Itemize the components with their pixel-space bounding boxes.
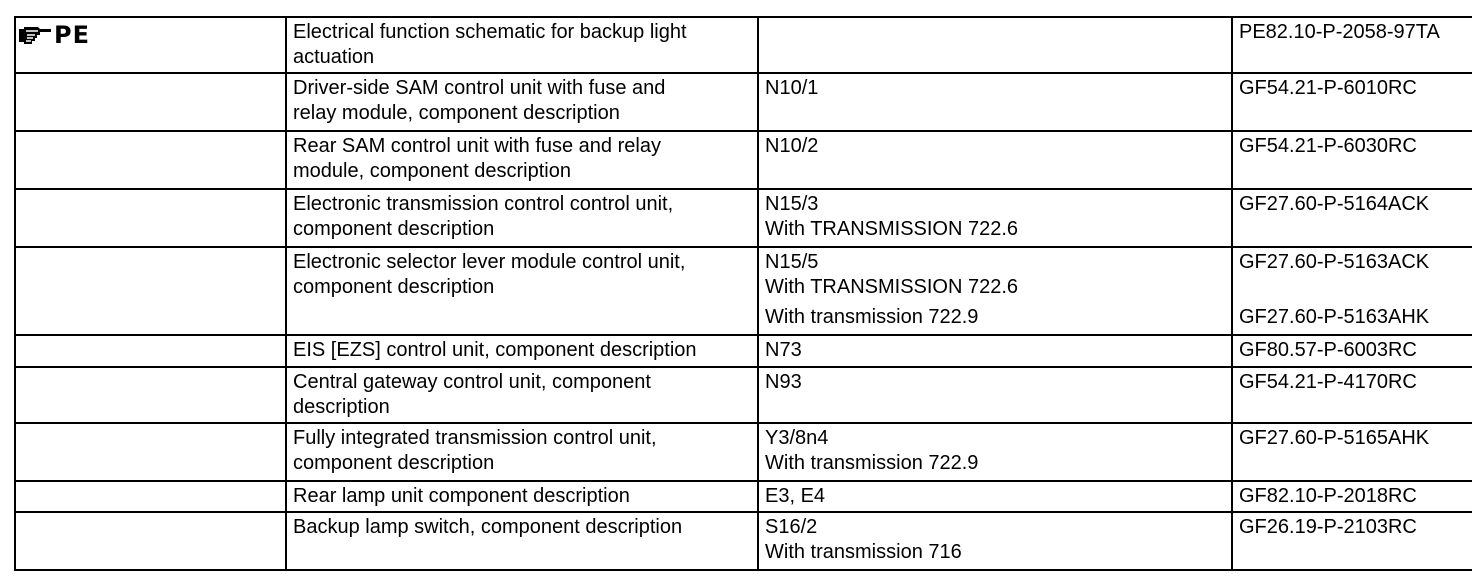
document-reference-link[interactable]: GF54.21-P-6010RC [1239,77,1417,99]
description-cell [286,423,758,481]
component-code-cell [758,131,1232,189]
marker-cell [15,512,286,570]
description-line: EIS [EZS] control unit, component description [293,339,697,361]
document-reference-cell [1232,131,1472,189]
document-reference-link [1239,275,1472,300]
description-cell [286,17,758,73]
pe-marker [18,20,90,50]
component-code-line: S16/2 [765,516,818,538]
document-reference-link[interactable]: PE82.10-P-2058-97TA [1239,21,1440,43]
component-code-line: N10/2 [765,135,819,157]
table-row [15,73,1472,131]
document-reference-cell [1232,423,1472,481]
component-code-cell [758,512,1232,570]
description-cell [286,367,758,423]
table-row [15,367,1472,423]
component-code-cell [758,247,1232,335]
description-line: Backup lamp switch, component description [293,516,683,538]
marker-cell [15,73,286,131]
description-line: Rear SAM control unit with fuse and relay [293,135,661,157]
document-reference-cell [1232,481,1472,512]
description-cell [286,73,758,131]
description-line: Electrical function schematic for backup light [293,21,687,43]
table-row [15,512,1472,570]
pointing-hand-icon [18,23,52,47]
table-row [15,335,1472,367]
document-reference-link[interactable]: GF54.21-P-4170RC [1239,371,1417,393]
component-code-cell [758,481,1232,512]
component-code-line: N73 [765,339,802,361]
document-reference-link[interactable]: GF54.21-P-6030RC [1239,135,1417,157]
description-cell [286,131,758,189]
pe-label: PE [54,20,90,49]
description-line: Electronic selector lever module control unit, [293,251,686,273]
document-reference-cell [1232,17,1472,73]
description-line: relay module, component description [293,102,620,124]
component-code-line: N15/3 [765,193,819,215]
document-reference-cell [1232,512,1472,570]
marker-cell [15,247,286,335]
marker-cell [15,481,286,512]
description-cell [286,512,758,570]
document-reference-cell [1232,247,1472,335]
component-code-cell [758,17,1232,73]
document-reference-cell [1232,335,1472,367]
table-row [15,423,1472,481]
description-line: Driver-side SAM control unit with fuse and [293,77,666,99]
description-cell [286,335,758,367]
component-code-line: N10/1 [765,77,819,99]
document-reference-link[interactable]: GF27.60-P-5164ACK [1239,193,1430,215]
marker-cell [15,17,286,73]
description-cell [286,481,758,512]
reference-table-body [15,17,1472,570]
document-reference-link[interactable]: GF82.10-P-2018RC [1239,485,1417,507]
component-code-cell [758,189,1232,247]
component-code-line: N93 [765,371,802,393]
marker-cell [15,189,286,247]
document-reference-link[interactable]: GF27.60-P-5163ACK [1239,251,1430,273]
component-code-line: E3, E4 [765,485,826,507]
document-reference-link[interactable]: GF27.60-P-5165AHK [1239,427,1430,449]
component-code-line: N15/5 [765,251,819,273]
document-reference-link[interactable]: GF26.19-P-2103RC [1239,516,1417,538]
reference-table [14,16,1472,571]
component-code-cell [758,367,1232,423]
component-code-line: With TRANSMISSION 722.6 [765,218,1019,240]
description-line: description [293,396,390,418]
table-row [15,131,1472,189]
marker-cell [15,131,286,189]
component-code-line: With transmission 722.9 [765,452,979,474]
component-code-line: With transmission 722.9 [765,306,979,328]
marker-cell [15,335,286,367]
component-code-cell [758,423,1232,481]
description-cell [286,247,758,335]
description-line: Electronic transmission control control unit, [293,193,674,215]
table-row [15,247,1472,335]
table-row [15,17,1472,73]
description-line: component description [293,218,495,240]
document-reference-cell [1232,73,1472,131]
description-line: actuation [293,46,375,68]
marker-cell [15,367,286,423]
component-code-cell [758,335,1232,367]
description-line: component description [293,276,495,298]
marker-cell [15,423,286,481]
description-line: Central gateway control unit, component [293,371,651,393]
description-line: component description [293,452,495,474]
document-reference-cell [1232,189,1472,247]
component-code-line: Y3/8n4 [765,427,829,449]
description-cell [286,189,758,247]
component-code-line: With TRANSMISSION 722.6 [765,276,1019,298]
document-reference-link[interactable]: GF27.60-P-5163AHK [1239,306,1430,328]
table-row [15,189,1472,247]
table-row [15,481,1472,512]
description-line: Fully integrated transmission control unit, [293,427,657,449]
document-reference-cell [1232,367,1472,423]
component-code-cell [758,73,1232,131]
document-reference-link[interactable]: GF80.57-P-6003RC [1239,339,1417,361]
description-line: Rear lamp unit component description [293,485,630,507]
component-code-line: With transmission 716 [765,541,962,563]
description-line: module, component description [293,160,571,182]
